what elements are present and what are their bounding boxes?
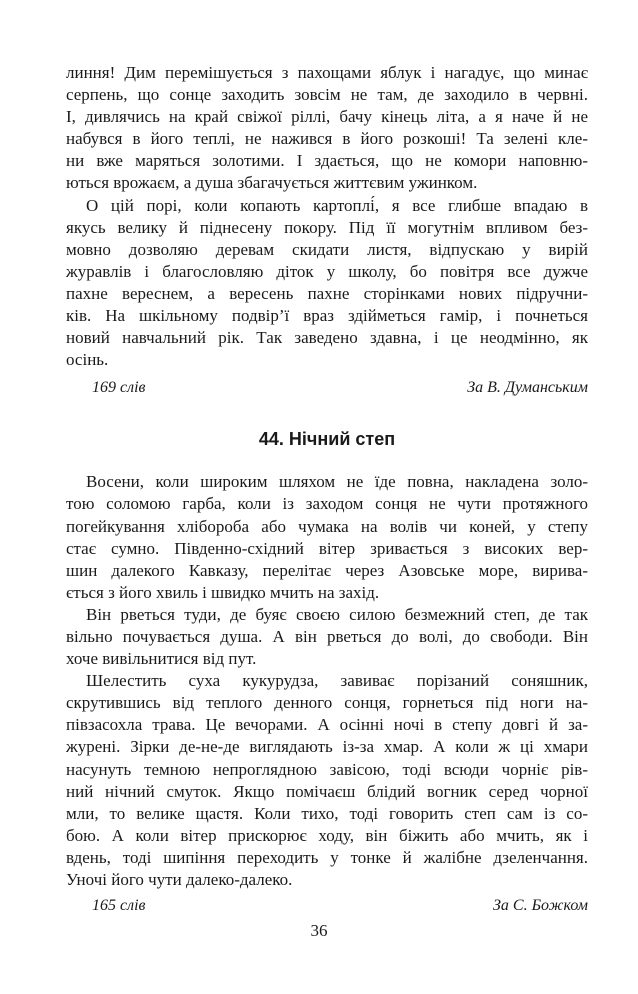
text-line: Він рветься туди, де буяє своєю силою безмежний степ, де так <box>86 604 588 624</box>
page-number: 36 <box>310 921 328 940</box>
text-line: журавлів і благословляю діток у школу, бо повітря все дужче <box>66 261 588 281</box>
text-line: насунуть темною непроглядною завісою, тоді всюди чорніє рів- <box>66 759 588 779</box>
text-line: журені. Зірки де-не-де виглядають із-за хмар. А коли ж ці хмари <box>66 737 588 757</box>
text-line: бою. А коли вітер прискорює ходу, він біжить або мчить, як і <box>66 825 588 845</box>
text-line: шин далекого Кавказу, перелітає через Азовське море, вирива- <box>66 560 588 580</box>
text-line: Уночі його чути далеко-далеко. <box>66 870 293 889</box>
section-2-text <box>66 471 588 891</box>
text-line: ються врожаєм, а душа збагачується життєвим ужинком. <box>66 173 478 193</box>
section-1-text <box>66 62 588 371</box>
document-page <box>66 62 588 917</box>
attribution: За С. Божком <box>493 897 588 915</box>
text-line: погейкування хлібороба або чумака на волів чи коней, у степу <box>66 516 588 536</box>
text-line: півзасохла трава. Це вечорами. А осінні ночі в степу довгі й за- <box>66 715 588 735</box>
text-line: ється з його хвиль і швидко мчить на захід. <box>66 582 380 602</box>
text-line: Восени, коли широким шляхом не їде повна, накладена золо- <box>86 472 588 492</box>
word-count: 165 слів <box>92 897 146 915</box>
text-line: скрутившись від теплого денного сонця, горнеться під ноги на- <box>66 693 588 713</box>
text-line: пахне вереснем, а вересень пахне сторінками нових підручни- <box>66 283 588 303</box>
text-line: ни вже маряться золотими. І здається, що не комори наповню- <box>66 151 588 171</box>
text-line: мовно дозволяю деревам скидати листя, відпускаю у вирій <box>66 239 588 259</box>
section-1-meta <box>66 377 588 399</box>
text-line: серпень, що сонце заходить зовсім не там, де заходило в червні. <box>66 85 588 105</box>
text-line: новий навчальний рік. Так заведено здавна, і це неодмінно, як <box>66 328 588 348</box>
attribution: За В. Думанським <box>467 379 588 397</box>
text-line: набувся в його теплі, не нажився в його розкоші! Та зелені кле- <box>66 129 588 149</box>
section-title: 44. Нічний степ <box>258 429 396 450</box>
text-line: стає сумно. Південно-східний вітер зривається з високих вер- <box>66 538 588 558</box>
text-line: мли, то велике щастя. Коли тихо, тоді говорить степ сам із со- <box>66 803 588 823</box>
text-line: осінь. <box>66 350 109 370</box>
text-line: вільно почувається душа. А він рветься до волі, до свободи. Він <box>66 626 588 646</box>
text-line: вдень, тоді шипіння переходить у тонке й жалібне дзеленчання. <box>66 847 588 867</box>
word-count: 169 слів <box>92 379 146 397</box>
text-line: І, дивлячись на край свіжої ріллі, бачу кінець літа, а я наче й не <box>66 107 588 127</box>
text-line: линня! Дим перемішується з пахощами яблук і нагадує, що минає <box>66 63 588 82</box>
text-line: Шелестить суха кукурудза, завиває порізаний соняшник, <box>86 671 588 691</box>
text-line: ний нічний смуток. Якщо помічаєш блідий вогник серед чорної <box>66 781 588 801</box>
text-line: якусь велику й піднесену покору. Під її могутнім впливом без- <box>66 217 588 237</box>
text-line: О цій порі, коли копають картоплі́, я все глибше впадаю в <box>86 195 588 215</box>
text-line: тою соломою гарба, коли із заходом сонця не чути протяжного <box>66 494 588 514</box>
text-line: ків. На шкільному подвір’ї враз здійметься гамір, і почнеться <box>66 306 588 326</box>
section-2-meta <box>66 895 588 917</box>
text-line: хоче вивільнитися від пут. <box>66 649 257 669</box>
